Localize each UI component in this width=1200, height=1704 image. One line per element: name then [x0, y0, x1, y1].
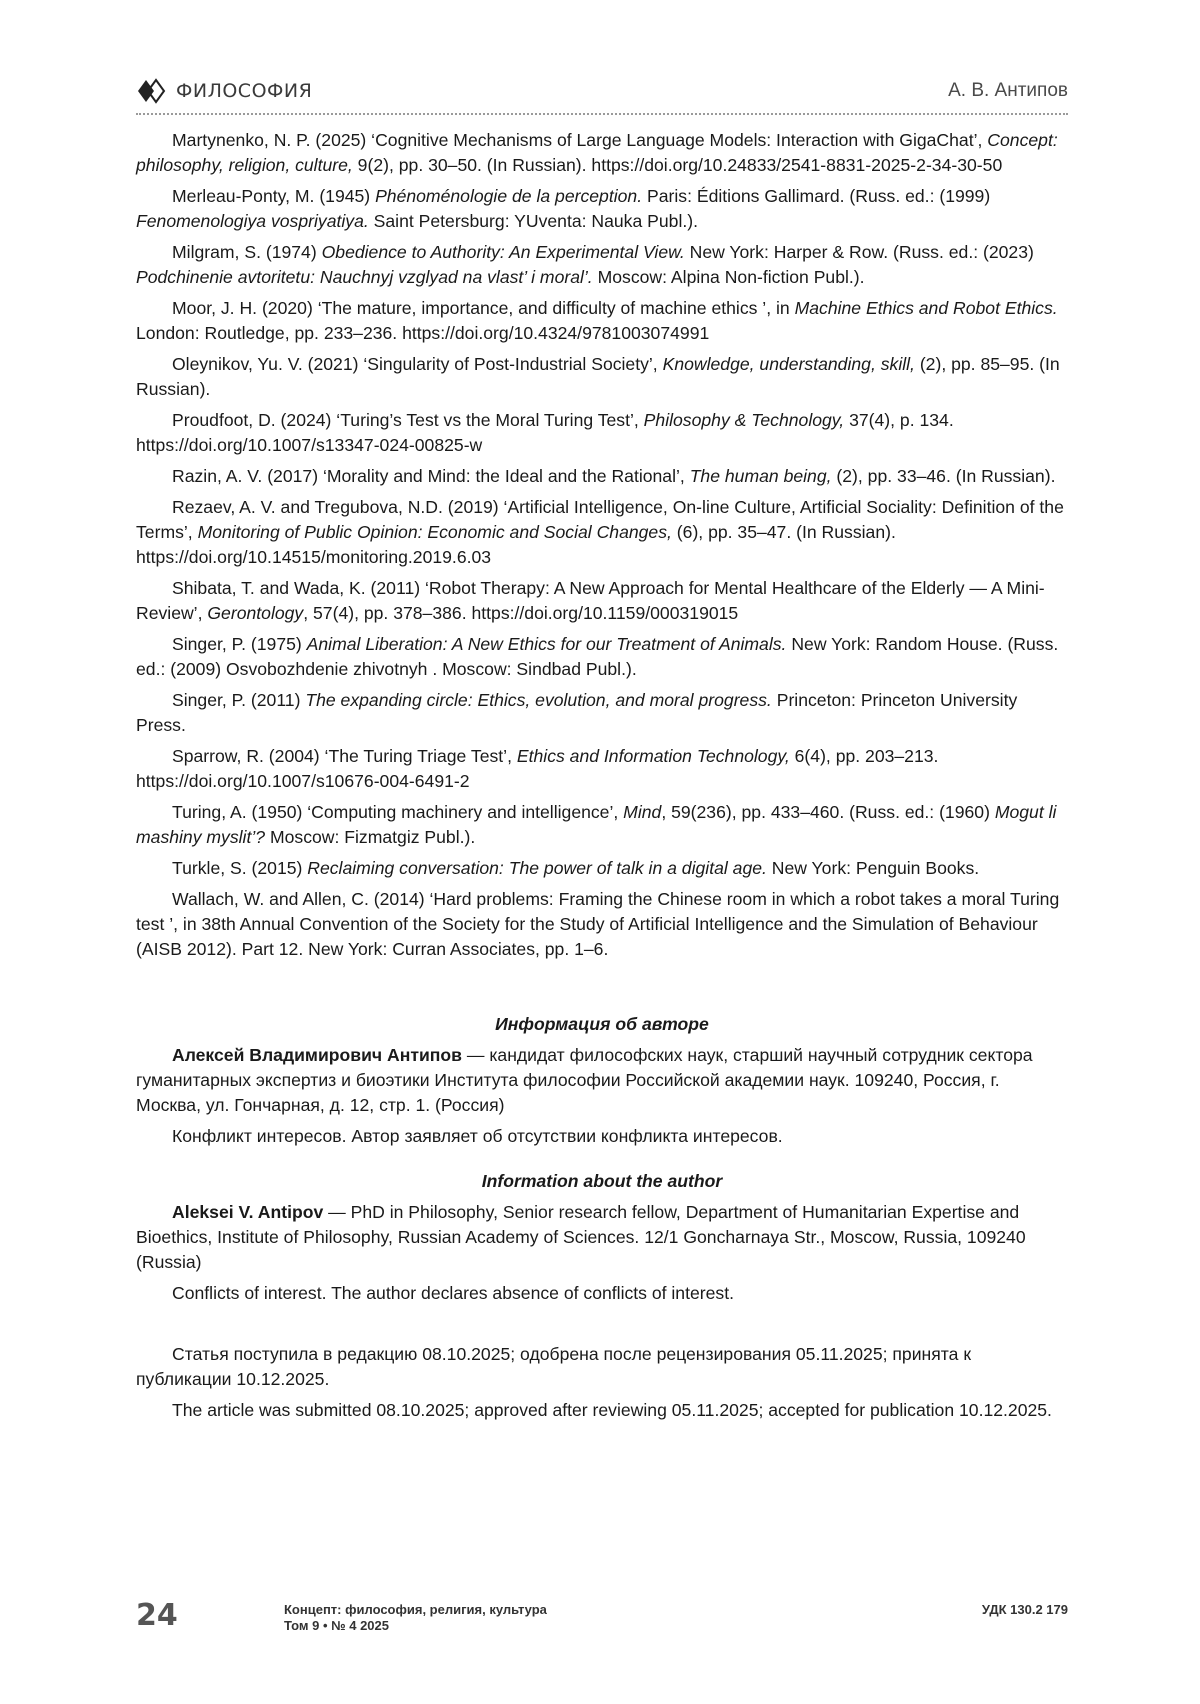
journal-issue: Том 9 • № 4 2025 — [284, 1618, 389, 1633]
author-bio-text-en: — PhD in Philosophy, Senior research fellow, Department of Humanitarian Expertise and Bioethics, Institute of Philosophy, Russian Academy of Sciences. 12/1 Goncharnaya Str., Moscow, Russia, 109240 (Russia) — [136, 1202, 1026, 1272]
reference-text-segment: New York: Penguin Books. — [766, 858, 980, 878]
udc-code: УДК 130.2 179 — [981, 1602, 1068, 1617]
journal-logo-icon — [136, 78, 166, 104]
author-bio-ru — [136, 1043, 1068, 1118]
page-footer — [136, 1598, 1068, 1642]
author-info-heading-ru: Информация об авторе — [495, 1014, 709, 1034]
reference-item — [136, 688, 1068, 738]
reference-item — [136, 744, 1068, 794]
reference-item — [136, 576, 1068, 626]
reference-item — [136, 296, 1068, 346]
reference-text-segment: Moscow: Fizmatgiz Publ.). — [265, 827, 476, 847]
reference-italic-segment: Philosophy & Technology, — [643, 410, 845, 430]
reference-text-segment: Turing, A. (1950) ‘Computing machinery and intelligence’, — [172, 802, 624, 822]
reference-item — [136, 184, 1068, 234]
reference-list — [136, 128, 1068, 962]
reference-text-segment: 9(2), pp. 30–50. (In Russian). https://doi.org/10.24833/2541-8831-2025-2-34-30-50 — [352, 155, 1003, 175]
reference-italic-segment: Animal Liberation: A New Ethics for our Treatment of Animals. — [306, 634, 787, 654]
reference-text-segment: 6(4), pp. 203–213. https://doi.org/10.1007/s10676-004-6491-2 — [136, 746, 939, 791]
running-header — [136, 72, 1068, 110]
reference-text-segment: Moor, J. H. (2020) ‘The mature, importance, and difficulty of machine ethics ’, in — [172, 298, 795, 318]
reference-text-segment: Shibata, T. and Wada, K. (2011) ‘Robot Therapy: A New Approach for Mental Healthcare of the Elderly — A Mini-Review’, — [136, 578, 1045, 623]
reference-text-segment: Singer, P. (1975) — [172, 634, 307, 654]
reference-text-segment: 37(4), p. 134. https://doi.org/10.1007/s13347-024-00825-w — [136, 410, 954, 455]
article-dates-ru: Статья поступила в редакцию 08.10.2025; одобрена после рецензирования 05.11.2025; принята к публикации 10.12.2025. — [136, 1344, 972, 1389]
reference-italic-segment: Gerontology — [207, 603, 304, 623]
article-dates-en: The article was submitted 08.10.2025; approved after reviewing 05.11.2025; accepted for publication 10.12.2025. — [172, 1400, 1052, 1420]
author-info-heading-en: Information about the author — [481, 1171, 723, 1191]
author-bio-text-ru: — кандидат философских наук, старший научный сотрудник сектора гуманитарных экспертиз и биоэтики Института философии Российской академии наук. 109240, Россия, г. Москва, ул. Гончарная, д. 12, стр. 1. (Россия) — [136, 1045, 1033, 1115]
reference-text-segment: Saint Petersburg: YUventa: Nauka Publ.). — [368, 211, 698, 231]
reference-item — [136, 352, 1068, 402]
reference-item — [136, 632, 1068, 682]
header-divider — [136, 113, 1068, 115]
journal-info — [284, 1602, 547, 1634]
reference-italic-segment: Obedience to Authority: An Experimental View. — [321, 242, 685, 262]
author-name-en: Aleksei V. Antipov — [172, 1202, 324, 1222]
conflict-statement-en: Conflicts of interest. The author declares absence of conflicts of interest. — [172, 1283, 734, 1303]
reference-item — [136, 887, 1068, 962]
spacer — [136, 1155, 1068, 1169]
reference-text-segment: Princeton: Princeton University Press. — [136, 690, 1018, 735]
reference-italic-segment: Mogut li mashiny myslit’? — [136, 802, 1057, 847]
reference-text-segment: , 57(4), pp. 378–386. https://doi.org/10.1159/000319015 — [303, 603, 739, 623]
reference-text-segment: (6), pp. 35–47. (In Russian). https://doi.org/10.14515/monitoring.2019.6.03 — [136, 522, 896, 567]
journal-title: Концепт: философия, религия, культура — [284, 1602, 547, 1617]
reference-text-segment: Martynenko, N. P. (2025) ‘Cognitive Mechanisms of Large Language Models: Interaction with GigaChat’, — [172, 130, 988, 150]
reference-italic-segment: Concept: philosophy, religion, culture, — [136, 130, 1058, 175]
reference-text-segment: Oleynikov, Yu. V. (2021) ‘Singularity of Post-Industrial Society’, — [172, 354, 663, 374]
reference-text-segment: London: Routledge, pp. 233–236. https://doi.org/10.4324/9781003074991 — [136, 323, 710, 343]
reference-text-segment: Singer, P. (2011) — [172, 690, 306, 710]
reference-text-segment: New York: Random House. (Russ. ed.: (2009) Osvobozhdenie zhivotnyh . Moscow: Sindbad Publ.). — [136, 634, 1059, 679]
reference-text-segment: Proudfoot, D. (2024) ‘Turing’s Test vs the Moral Turing Test’, — [172, 410, 644, 430]
author-name-ru: Алексей Владимирович Антипов — [172, 1045, 462, 1065]
reference-item — [136, 240, 1068, 290]
reference-italic-segment: Mind — [623, 802, 662, 822]
reference-text-segment: Rezaev, A. V. and Tregubova, N.D. (2019) ‘Artificial Intelligence, On-line Culture, Artificial Sociality: Definition of the Terms’, — [136, 497, 1064, 542]
reference-italic-segment: The expanding circle: Ethics, evolution, and moral progress. — [305, 690, 772, 710]
spacer — [136, 1312, 1068, 1342]
reference-italic-segment: Monitoring of Public Opinion: Economic and Social Changes, — [197, 522, 672, 542]
spacer — [136, 968, 1068, 1012]
reference-item — [136, 408, 1068, 458]
reference-text-segment: Milgram, S. (1974) — [172, 242, 322, 262]
reference-text-segment: Paris: Éditions Gallimard. (Russ. ed.: (1999) — [642, 186, 991, 206]
reference-text-segment: (2), pp. 85–95. (In Russian). — [136, 354, 1060, 399]
reference-item — [136, 495, 1068, 570]
reference-text-segment: Moscow: Alpina Non-fiction Publ.). — [592, 267, 865, 287]
reference-text-segment: Razin, A. V. (2017) ‘Morality and Mind: the Ideal and the Rational’, — [172, 466, 690, 486]
reference-italic-segment: Fenomenologiya vospriyatiya. — [136, 211, 369, 231]
reference-italic-segment: Phénoménologie de la perception. — [375, 186, 643, 206]
main-content — [136, 128, 1068, 1429]
reference-italic-segment: Machine Ethics and Robot Ethics. — [794, 298, 1058, 318]
reference-item — [136, 464, 1068, 489]
header-author: А. В. Антипов — [948, 80, 1068, 101]
header-left — [136, 78, 312, 104]
reference-italic-segment: The human being, — [689, 466, 832, 486]
page-number: 24 — [136, 1598, 178, 1633]
reference-item — [136, 128, 1068, 178]
author-bio-en — [136, 1200, 1068, 1275]
reference-italic-segment: Ethics and Information Technology, — [516, 746, 790, 766]
reference-italic-segment: Reclaiming conversation: The power of talk in a digital age. — [307, 858, 767, 878]
reference-text-segment: New York: Harper & Row. (Russ. ed.: (2023) — [684, 242, 1034, 262]
reference-text-segment: , 59(236), pp. 433–460. (Russ. ed.: (1960) — [661, 802, 995, 822]
reference-item — [136, 800, 1068, 850]
conflict-statement-ru: Конфликт интересов. Автор заявляет об отсутствии конфликта интересов. — [172, 1126, 783, 1146]
reference-text-segment: Merleau-Ponty, M. (1945) — [172, 186, 376, 206]
reference-text-segment: Wallach, W. and Allen, C. (2014) ‘Hard problems: Framing the Chinese room in which a robot takes a moral Turing test ’, in 38th Annual Convention of the Society for the Study of Artificial Intelligence and the Simulation of Behaviour (AISB 2012). Part 12. New York: Curran Associates, pp. 1–6. — [136, 889, 1060, 959]
section-title: ФИЛОСОФИЯ — [176, 80, 313, 102]
reference-text-segment: Sparrow, R. (2004) ‘The Turing Triage Test’, — [172, 746, 517, 766]
reference-text-segment: Turkle, S. (2015) — [172, 858, 308, 878]
reference-item — [136, 856, 1068, 881]
reference-italic-segment: Knowledge, understanding, skill, — [662, 354, 915, 374]
reference-italic-segment: Podchinenie avtoritetu: Nauchnyj vzglyad na vlast’ i moral’. — [136, 267, 593, 287]
reference-text-segment: (2), pp. 33–46. (In Russian). — [831, 466, 1056, 486]
